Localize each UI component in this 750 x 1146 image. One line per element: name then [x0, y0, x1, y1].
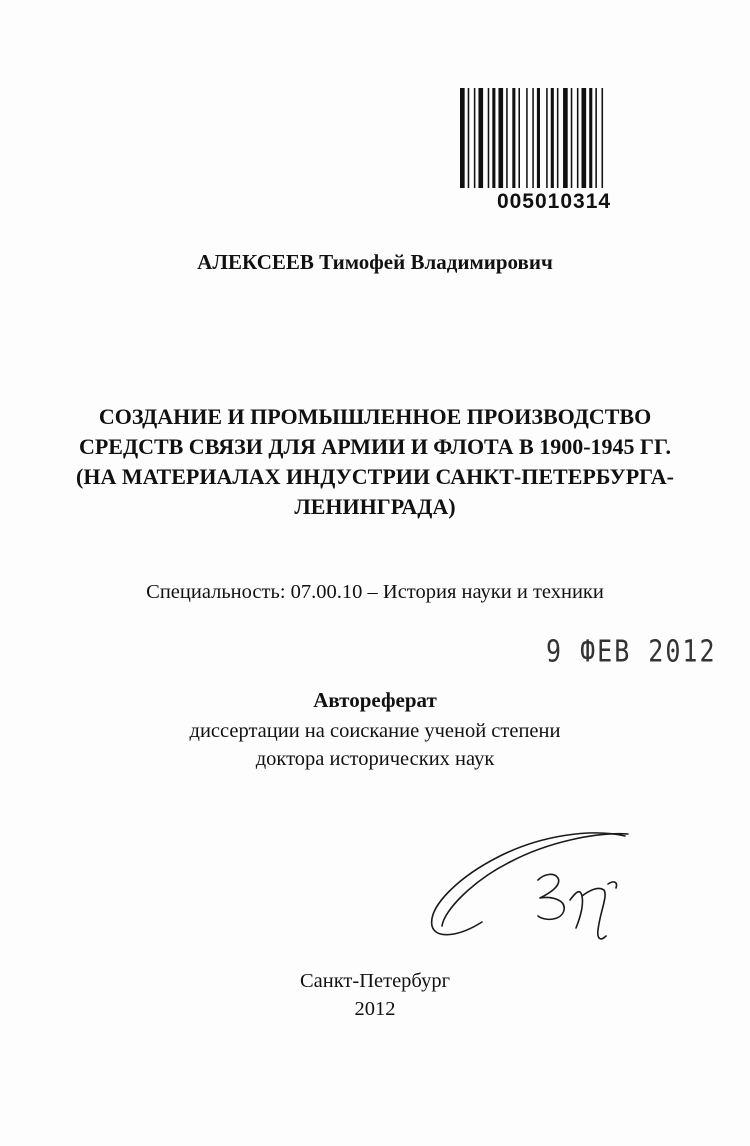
barcode-bar: [589, 88, 592, 188]
title-line: СОЗДАНИЕ И ПРОМЫШЛЕННОЕ ПРОИЗВОДСТВО: [98, 404, 652, 429]
barcode-bar: [498, 88, 503, 188]
barcode-bar: [518, 88, 520, 188]
barcode-bar: [488, 88, 490, 188]
degree-line: доктора исторических наук: [255, 748, 495, 770]
year: 2012: [354, 998, 396, 1020]
barcode: [458, 86, 650, 190]
title-line: ЛЕНИНГРАДА): [294, 494, 456, 519]
abstract-description: диссертации на соискание ученой степени: [189, 720, 561, 742]
barcode-bar: [468, 88, 470, 188]
barcode-bar: [582, 88, 587, 188]
specialty-line: Специальность: 07.00.10 – История науки и техники: [146, 581, 604, 603]
barcode-bar: [595, 88, 597, 188]
barcode-bar: [546, 88, 548, 188]
barcode-bar: [602, 88, 604, 188]
barcode-bar: [478, 88, 483, 188]
handwritten-signature: [420, 818, 640, 948]
barcode-bar: [512, 88, 515, 188]
date-stamp: 9 ФЕВ 2012: [546, 634, 717, 669]
dissertation-title: [20, 402, 730, 522]
barcode-number: 005010314: [496, 190, 612, 213]
city: Санкт-Петербург: [300, 970, 450, 992]
barcode-bar: [577, 88, 579, 188]
barcode-bar: [492, 88, 495, 188]
title-line: (НА МАТЕРИАЛАХ ИНДУСТРИИ САНКТ-ПЕТЕРБУРГА-: [76, 464, 674, 489]
title-line: СРЕДСТВ СВЯЗИ ДЛЯ АРМИИ И ФЛОТА В 1900-1945 ГГ.: [78, 434, 672, 459]
barcode-bar: [526, 88, 528, 188]
barcode-bar: [474, 88, 476, 188]
author-name: АЛЕКСЕЕВ Тимофей Владимирович: [197, 250, 553, 274]
barcode-bar: [557, 88, 559, 188]
barcode-bar: [506, 88, 508, 188]
barcode-bar: [571, 88, 573, 188]
abstract-label: Автореферат: [313, 688, 437, 712]
barcode-bar: [551, 88, 554, 188]
barcode-bar: [563, 88, 568, 188]
barcode-bar: [537, 88, 540, 188]
barcode-bar: [460, 88, 465, 188]
barcode-bar: [532, 88, 534, 188]
